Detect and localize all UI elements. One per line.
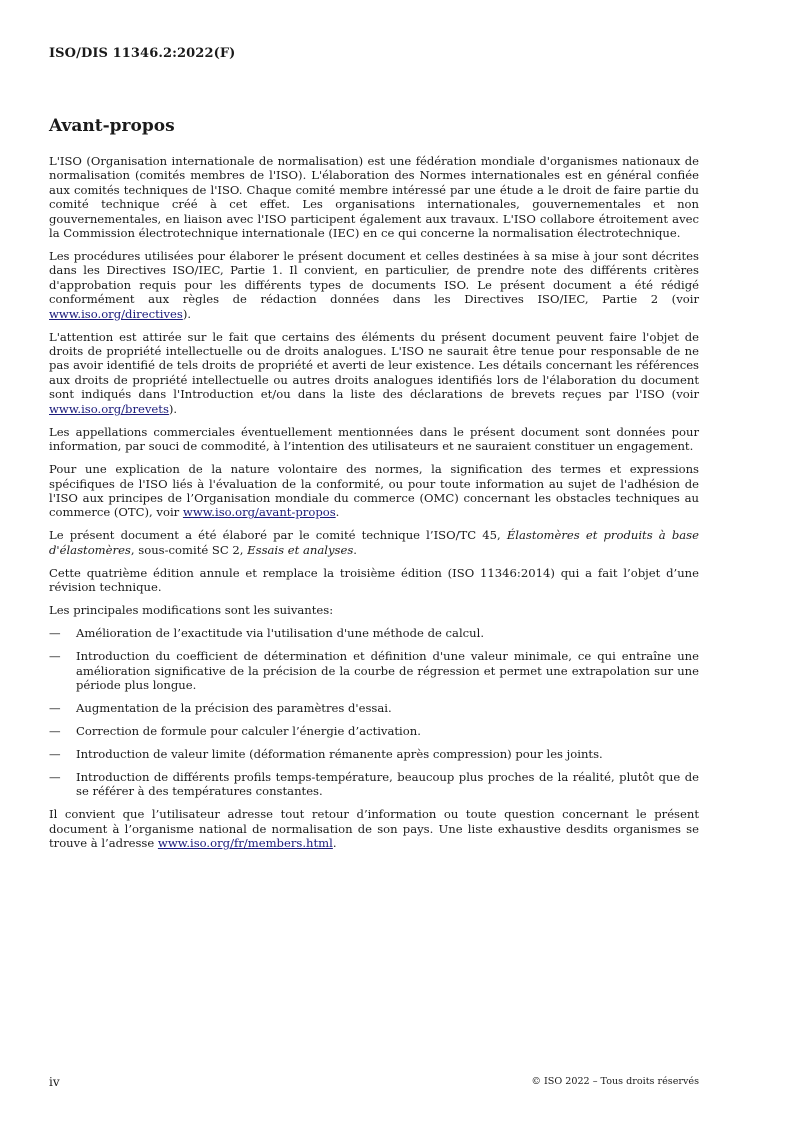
paragraph-committee	[49, 528, 699, 557]
paragraph-text: Le présent document a été élaboré par le comité technique l’ISO/TC 45,	[49, 528, 507, 543]
committee-title: Élastomères et produits à base d'élastomères	[49, 528, 699, 557]
paragraph-text: , sous-comité SC 2,	[130, 542, 248, 557]
list-item-text: Augmentation de la précision des paramètres d'essai.	[76, 700, 392, 715]
subcommittee-title: Essais et analyses	[247, 542, 354, 557]
list-item	[49, 649, 699, 692]
paragraph-text-end: .	[353, 542, 357, 557]
paragraph-voluntary-nature	[49, 462, 699, 520]
list-item	[49, 724, 699, 738]
paragraph-text-end: ).	[182, 306, 192, 321]
dash-bullet: —	[49, 649, 61, 664]
copyright-notice: © ISO 2022 – Tous droits réservés	[531, 1076, 699, 1087]
paragraph-trade-names: Les appellations commerciales éventuellement mentionnées dans le présent document sont données pour information, par souci de commodité, à l’intention des utilisateurs et ne sauraient constituer un engagement.	[49, 424, 699, 454]
paragraph-text: Les procédures utilisées pour élaborer le présent document et celles destinées à sa mise à jour sont décrites dans les Directives ISO/IEC, Partie 1. Il convient, en particulier, de prendre note des différents critères d'approbation requis pour les différents types de documents ISO. Le présent document a été rédigé conformément aux règles de rédaction données dans les Directives ISO/IEC, Partie 2 (voir	[49, 249, 699, 307]
list-item-text: Introduction du coefficient de détermination et définition d'une valeur minimale, ce qui entraîne une amélioration significative de la précision de la courbe de régression et permet une extrapolation sur une période plus longue.	[76, 649, 699, 692]
dash-bullet: —	[49, 626, 61, 641]
dash-bullet: —	[49, 700, 61, 715]
document-id: ISO/DIS 11346.2:2022(F)	[49, 46, 236, 61]
dash-bullet: —	[49, 723, 61, 738]
list-item-text: Amélioration de l’exactitude via l'utilisation d'une méthode de calcul.	[76, 626, 485, 641]
changes-list	[49, 626, 699, 799]
paragraph-edition: Cette quatrième édition annule et remplace la troisième édition (ISO 11346:2014) qui a fait l’objet d’une révision technique.	[49, 565, 699, 595]
paragraph-text-end: .	[332, 836, 337, 851]
list-item	[49, 747, 699, 761]
section-title: Avant-propos	[49, 116, 175, 136]
link-brevets[interactable]: www.iso.org/brevets	[49, 401, 169, 416]
paragraph-text: L'attention est attirée sur le fait que certains des éléments du présent document peuvent faire l'objet de droits de propriété intellectuelle ou de droits analogues. L'ISO ne saurait être tenue pour responsable de ne pas avoir identifié de tels droits de propriété et averti de leur existence. Les détails concernant les références aux droits de propriété intellectuelle ou autres droits analogues identifiés lors de l'élaboration du document sont indiqués dans l'Introduction et/ou dans la liste des déclarations de brevets reçues par l'ISO (voir	[49, 329, 699, 402]
list-item	[49, 770, 699, 799]
link-directives[interactable]: www.iso.org/directives	[49, 306, 183, 321]
page-number: iv	[49, 1075, 60, 1089]
paragraph-text: Il convient que l’utilisateur adresse tout retour d’information ou toute question concernant le présent document à l’organisme national de normalisation de son pays. Une liste exhaustive desdits organismes se trouve à l’adresse	[49, 807, 699, 851]
list-item	[49, 626, 699, 640]
list-item-text: Introduction de différents profils temps-température, beaucoup plus proches de la réalité, plutôt que de se référer à des températures constantes.	[76, 769, 699, 799]
foreword-body	[49, 154, 699, 859]
dash-bullet: —	[49, 769, 61, 784]
list-item	[49, 701, 699, 715]
paragraph-text: Pour une explication de la nature volontaire des normes, la signification des termes et expressions spécifiques de l'ISO liés à l'évaluation de la conformité, ou pour toute information au sujet de l'adhésion de l'ISO aux principes de l’Organisation mondiale du commerce (OMC) concernant les obstacles techniques au commerce (OTC), voir	[49, 462, 699, 520]
link-avant-propos[interactable]: www.iso.org/avant-propos	[182, 505, 336, 520]
paragraph-procedures	[49, 249, 699, 321]
paragraph-changes-intro: Les principales modifications sont les suivantes:	[49, 603, 334, 618]
link-members[interactable]: www.iso.org/fr/members.html	[157, 836, 333, 851]
dash-bullet: —	[49, 746, 61, 761]
paragraph-iso-intro: L'ISO (Organisation internationale de normalisation) est une fédération mondiale d'organismes nationaux de normalisation (comités membres de l'ISO). L'élaboration des Normes internationales est en général confiée aux comités techniques de l'ISO. Chaque comité membre intéressé par une étude a le droit de faire partie du comité technique créé à cet effet. Les organisations internationales, gouvernementales et non gouvernementales, en liaison avec l'ISO participent également aux travaux. L'ISO collabore étroitement avec la Commission électrotechnique internationale (IEC) en ce qui concerne la normalisation électrotechnique.	[49, 154, 699, 241]
paragraph-text-end: ).	[168, 401, 178, 416]
list-item-text: Introduction de valeur limite (déformation rémanente après compression) pour les joints.	[76, 746, 603, 761]
paragraph-text-end: .	[335, 505, 340, 520]
paragraph-feedback	[49, 807, 699, 850]
paragraph-patents	[49, 330, 699, 416]
list-item-text: Correction de formule pour calculer l’énergie d’activation.	[76, 723, 421, 738]
page	[49, 0, 699, 1122]
